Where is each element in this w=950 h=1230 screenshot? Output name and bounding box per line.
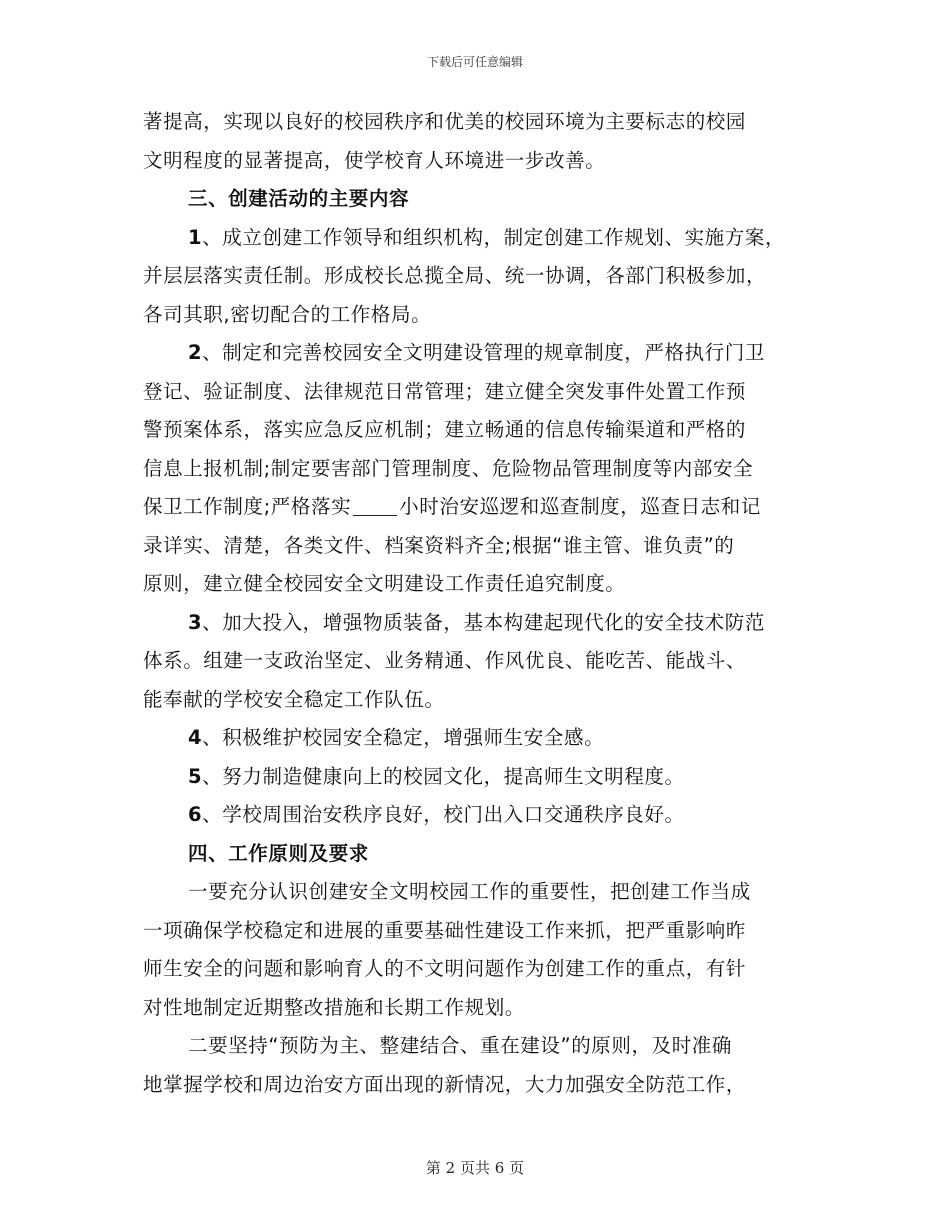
item-1-line: [143, 219, 823, 258]
fill-in-blank: [353, 497, 397, 516]
document-body: [143, 103, 823, 1104]
text-line: 一要充分认识创建安全文明校园工作的重要性，把创建工作当成: [188, 880, 751, 903]
item-3-line: [143, 604, 823, 643]
text-line: 信息上报机制;制定要害部门管理制度、危险物品管理制度等内部安全: [143, 456, 754, 480]
item-number: 1: [188, 225, 203, 249]
text-line: 录详实、清楚，各类文件、档案资料齐全;根据“谁主管、谁负责”的: [143, 533, 735, 557]
item-2-line: [143, 334, 823, 373]
section-heading-4: 四、工作原则及要求: [188, 841, 369, 865]
item-text: 、加大投入，增强物质装备，基本构建起现代化的安全技术防范: [202, 610, 765, 634]
page-header: 下载后可任意编辑: [426, 55, 523, 69]
item-number: 5: [188, 764, 203, 788]
item-5-line: [143, 758, 823, 797]
text-line: 师生安全的问题和影响育人的不文明问题作为创建工作的重点，有针: [143, 957, 747, 980]
text-line: 地掌握学校和周边治安方面出现的新情况，大力加强安全防范工作，: [143, 1072, 747, 1096]
item-4-line: [143, 719, 823, 758]
text-line: 能奉献的学校安全稳定工作队伍。: [143, 687, 445, 711]
text-line: [143, 488, 823, 527]
item-text: 、积极维护校园安全稳定，增强师生安全感。: [202, 726, 605, 749]
item-6-line: [143, 796, 823, 835]
text-segment: 小时治安巡逻和巡查制度，巡查日志和记: [399, 495, 761, 518]
text-line: 原则，建立健全校园安全文明建设工作责任追究制度。: [143, 572, 626, 595]
text-line: 各司其职,密切配合的工作格局。: [143, 302, 432, 326]
text-line: 警预案体系，落实应急反应机制；建立畅通的信息传输渠道和严格的: [143, 418, 747, 441]
item-number: 2: [188, 341, 203, 364]
item-number: 4: [188, 726, 203, 749]
text-segment: 保卫工作制度;严格落实: [143, 495, 352, 518]
text-line: 体系。组建一支政治坚定、业务精通、作风优良、能吃苦、能战斗、: [143, 649, 747, 672]
item-number: 3: [188, 610, 203, 634]
item-number: 6: [188, 803, 203, 826]
text-line: 文明程度的显著提高，使学校育人环境进一步改善。: [143, 148, 606, 172]
text-line: 对性地制定近期整改措施和长期工作规划。: [143, 995, 525, 1019]
item-text: 、努力制造健康向上的校园文化，提高师生文明程度。: [202, 764, 685, 788]
item-text: 、学校周围治安秩序良好，校门出入口交通秩序良好。: [202, 803, 685, 826]
text-line: 一项确保学校稳定和进展的重要基础性建设工作来抓，把严重影响昨: [143, 918, 747, 942]
section-heading-3: 三、创建活动的主要内容: [188, 187, 410, 210]
text-line: 二要坚持“预防为主、整建结合、重在建设”的原则，及时准确: [188, 1034, 733, 1057]
text-line: 登记、验证制度、法律规范日常管理；建立健全突发事件处置工作预: [143, 379, 747, 403]
text-line: 并层层落实责任制。形成校长总揽全局、统一协调，各部门积极参加，: [143, 264, 767, 287]
item-text: 、成立创建工作领导和组织机构，制定创建工作规划、实施方案，: [202, 225, 786, 249]
text-line: 著提高，实现以良好的校园秩序和优美的校园环境为主要标志的校园: [143, 110, 747, 133]
item-text: 、制定和完善校园安全文明建设管理的规章制度，严格执行门卫: [202, 341, 765, 364]
page-footer: 第 2 页共 6 页: [425, 1159, 525, 1177]
